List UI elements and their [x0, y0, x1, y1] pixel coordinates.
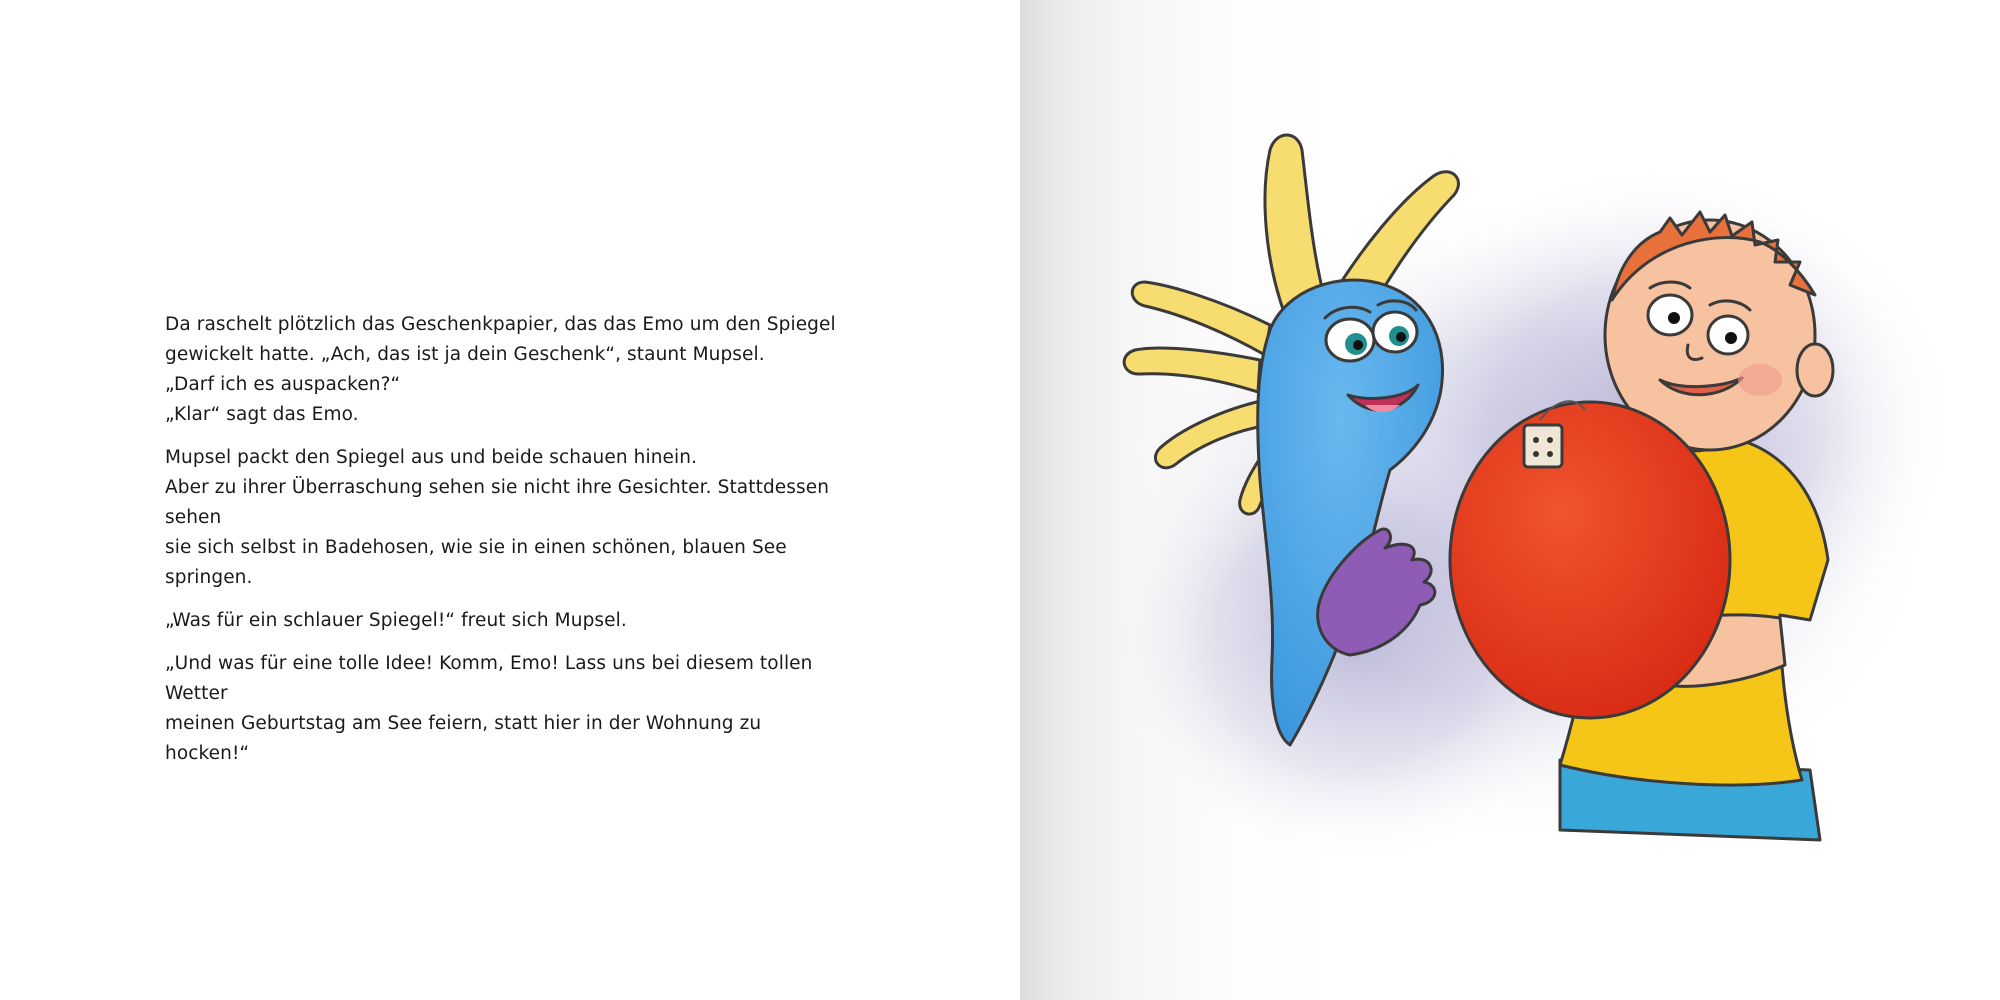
illustration-emo-and-mupsel	[1020, 0, 2000, 1000]
text-line: Aber zu ihrer Überraschung sehen sie nicht ihre Gesichter. Stattdessen sehen	[165, 477, 830, 528]
text-line: gewickelt hatte. „Ach, das ist ja dein Geschenk“, staunt Mupsel.	[165, 344, 765, 365]
mirror-object	[1450, 401, 1730, 718]
text-line: meinen Geburtstag am See feiern, statt hier in der Wohnung zu hocken!“	[165, 713, 762, 764]
text-line: Da raschelt plötzlich das Geschenkpapier, das das Emo um den Spiegel	[165, 314, 836, 335]
paragraph-3	[165, 606, 845, 636]
text-line: Mupsel packt den Spiegel aus und beide schauen hinein.	[165, 447, 698, 468]
mirror-tag	[1524, 425, 1562, 467]
text-line: sie sich selbst in Badehosen, wie sie in einen schönen, blauen See springen.	[165, 537, 787, 588]
paragraph-4	[165, 649, 845, 769]
paragraph-1	[165, 310, 845, 430]
text-line: „Klar“ sagt das Emo.	[165, 404, 359, 425]
story-text	[165, 310, 845, 782]
mirror	[1450, 402, 1730, 718]
text-line: „Was für ein schlauer Spiegel!“ freut sich Mupsel.	[165, 610, 627, 631]
paragraph-2	[165, 443, 845, 593]
right-page	[1020, 0, 2000, 1000]
text-line: „Darf ich es auspacken?“	[165, 374, 401, 395]
text-line: „Und was für eine tolle Idee! Komm, Emo! Lass uns bei diesem tollen Wetter	[165, 653, 813, 704]
